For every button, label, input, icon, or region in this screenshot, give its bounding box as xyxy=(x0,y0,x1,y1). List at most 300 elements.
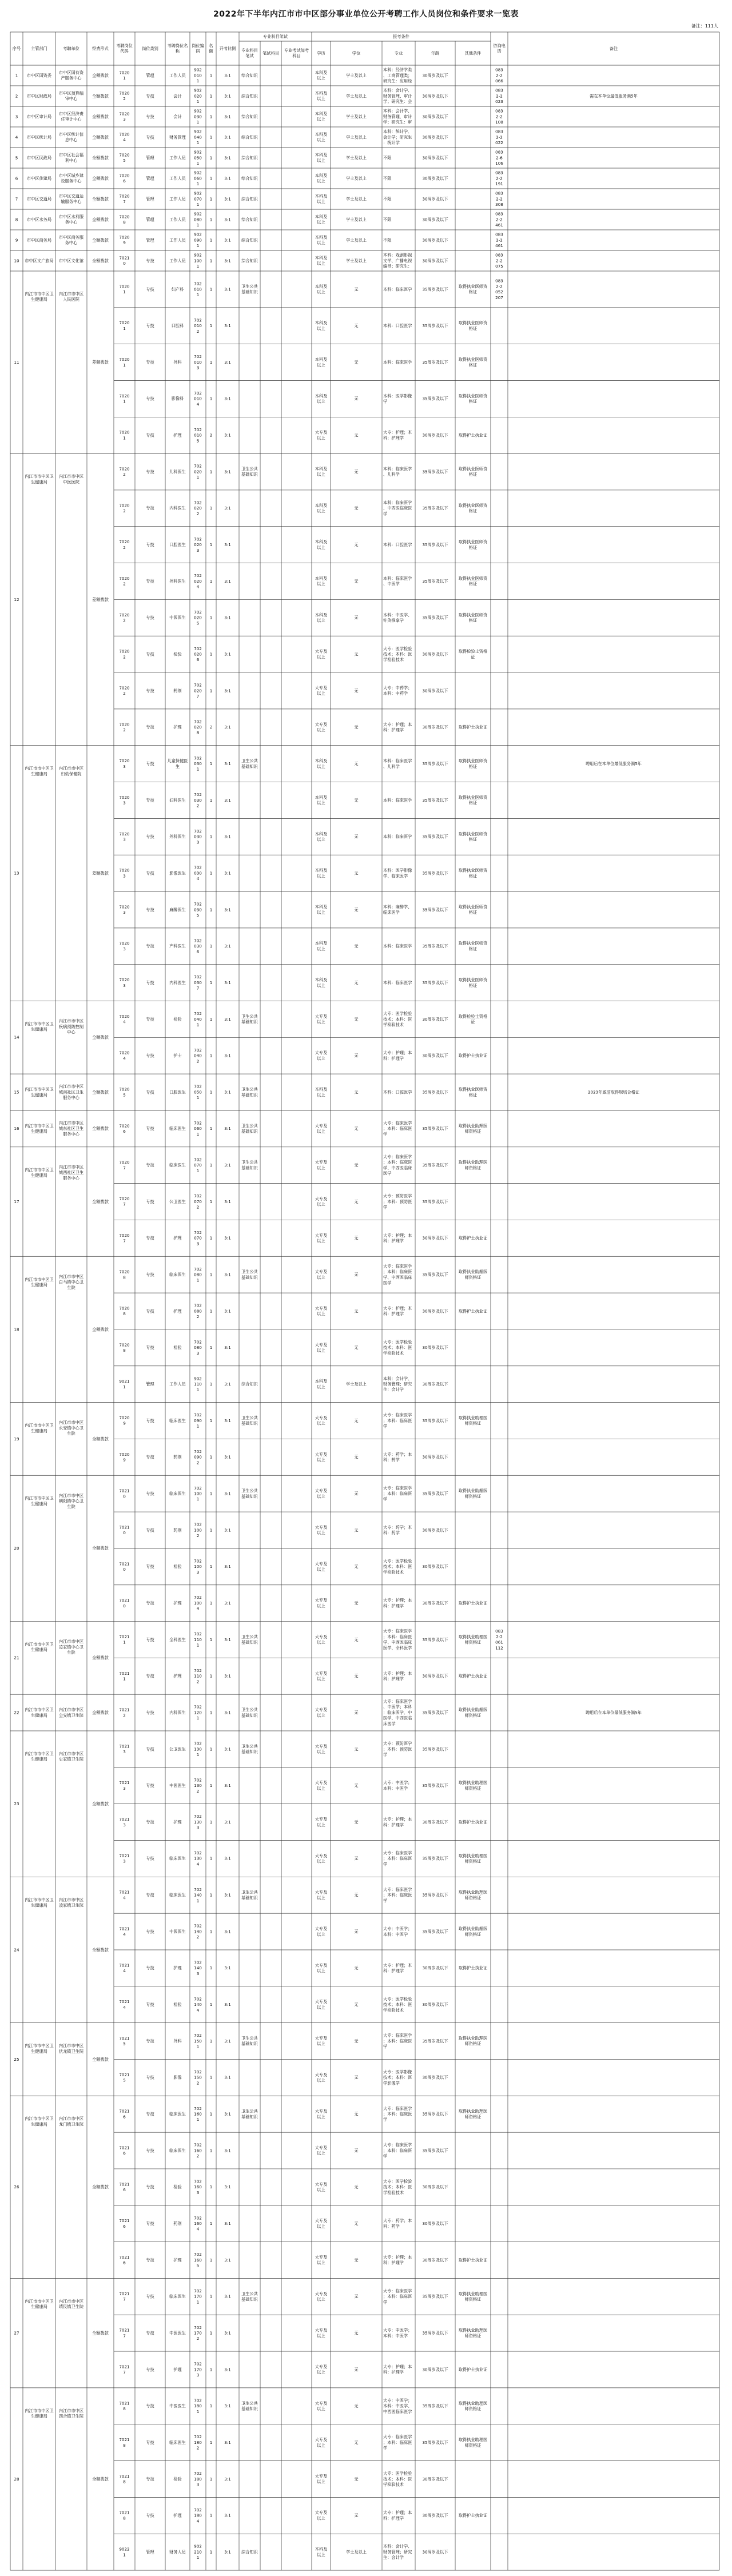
post-number: 902 090 1 xyxy=(194,232,202,249)
degree: 无 xyxy=(354,469,359,475)
degree: 无 xyxy=(354,1272,359,1277)
major: 本科：会计学、财务管理、审计学；研究生：会 xyxy=(383,87,412,105)
post-code: 7020 4 xyxy=(119,132,130,143)
contact-phone: 083 2-2 308 xyxy=(495,190,503,208)
exam-ratio: 3:1 xyxy=(224,1710,231,1715)
degree: 无 xyxy=(354,1673,359,1679)
major: 大专：中医学；本科：中医学 xyxy=(383,1780,412,1791)
post-number: 702 080 1 xyxy=(194,1266,202,1283)
row-seq: 3 xyxy=(15,114,18,120)
age-limit: 30周岁及以下 xyxy=(422,724,448,730)
post-category: 专技 xyxy=(146,797,154,803)
post-count: 1 xyxy=(209,1454,213,1460)
age-limit: 35周岁及以下 xyxy=(422,396,448,401)
major: 本科：临床医学、儿科学 xyxy=(383,758,412,769)
employer-unit: 内江市市中区人民医院 xyxy=(58,291,84,302)
education: 本科及以上 xyxy=(315,794,328,806)
exam-subject: 卫生公共基础知识 xyxy=(241,1013,258,1025)
row-seq: 8 xyxy=(15,217,18,222)
row-seq: 9 xyxy=(15,237,18,243)
post-number: 702 030 1 xyxy=(194,755,202,772)
age-limit: 35周岁及以下 xyxy=(422,2403,448,2409)
post-number: 702 160 3 xyxy=(194,2179,202,2195)
other-condition: 取得护士执业证 xyxy=(458,432,488,438)
major: 大专：临床医学；本科：临床医学 xyxy=(383,1850,412,1867)
exam-ratio: 3:1 xyxy=(224,1856,231,1861)
row-seq: 21 xyxy=(14,1655,19,1661)
post-name: 护理 xyxy=(173,1600,182,1606)
degree: 无 xyxy=(354,1016,359,1022)
education: 大专及以上 xyxy=(315,1634,328,1645)
degree: 无 xyxy=(354,1162,359,1168)
employer-unit: 内江市市中区龙门镇卫生院 xyxy=(58,2116,84,2127)
other-condition: 取得执业助理医师资格证 xyxy=(458,2036,488,2047)
degree: 无 xyxy=(354,1491,359,1496)
exam-subject: 卫生公共基础知识 xyxy=(241,1743,258,1755)
age-limit: 35周岁及以下 xyxy=(422,542,448,548)
major: 本科：口腔医学 xyxy=(383,323,412,329)
header-exam: 专业科目笔试 xyxy=(241,47,258,59)
post-number: 702 030 3 xyxy=(194,828,202,845)
exam-ratio: 3:1 xyxy=(224,134,231,140)
age-limit: 30周岁及以下 xyxy=(422,155,448,161)
education: 本科及以上 xyxy=(315,2546,328,2558)
education: 本科及以上 xyxy=(315,152,328,164)
other-condition: 取得执业医师资格证 xyxy=(458,794,488,806)
post-name: 全科医生 xyxy=(169,1637,186,1642)
other-condition: 取得执业助理医师资格证 xyxy=(458,1780,488,1791)
post-name: 口腔医生 xyxy=(169,542,186,548)
row-seq: 26 xyxy=(14,2184,19,2190)
post-count: 1 xyxy=(209,1235,213,1241)
age-limit: 30周岁及以下 xyxy=(422,1381,448,1387)
exam-subject: 综合知识 xyxy=(241,155,258,161)
post-name: 中医医生 xyxy=(169,2330,186,2336)
exam-subject: 综合知识 xyxy=(241,73,258,78)
post-number: 902 060 1 xyxy=(194,170,202,187)
degree: 无 xyxy=(354,1126,359,1132)
post-count: 1 xyxy=(209,2075,213,2080)
post-count: 1 xyxy=(209,93,213,99)
contact-phone: 083 2-2 461 xyxy=(495,232,503,249)
header-exam-extra2: 专业考试加考科目 xyxy=(284,47,309,59)
degree: 无 xyxy=(354,2184,359,2190)
other-condition: 取得护士执业证 xyxy=(458,1600,488,1606)
employer-unit: 内江市市中区朝阳镇中心卫生院 xyxy=(58,1492,84,1510)
funding-type: 全额拨款 xyxy=(92,93,109,99)
exam-subject: 综合知识 xyxy=(241,217,258,222)
post-name: 临床医生 xyxy=(169,1418,186,1423)
post-count: 1 xyxy=(209,1126,213,1132)
other-condition: 取得执业助理医师资格证 xyxy=(458,1889,488,1901)
major: 大专：临床医学；本科：临床医学 xyxy=(383,1886,412,1904)
post-code: 7021 0 xyxy=(119,1488,130,1499)
major: 大专：药学；本科：药学 xyxy=(383,2218,412,2229)
contact-phone: 083 2-2 075 xyxy=(495,252,503,269)
degree: 无 xyxy=(354,870,359,876)
other-condition: 取得执业医师资格证 xyxy=(458,904,488,915)
exam-ratio: 3:1 xyxy=(224,1564,231,1570)
post-count: 1 xyxy=(209,2403,213,2409)
other-condition: 取得执业医师资格证 xyxy=(458,393,488,404)
contact-phone: 083 2-6 106 xyxy=(495,149,503,166)
post-count: 1 xyxy=(209,176,213,181)
other-condition: 取得执业医师资格证 xyxy=(458,503,488,514)
degree: 无 xyxy=(354,1892,359,1898)
post-number: 702 140 3 xyxy=(194,1960,202,1976)
post-category: 专技 xyxy=(146,651,154,657)
post-category: 专技 xyxy=(146,1965,154,1971)
post-count: 1 xyxy=(209,286,213,292)
post-category: 专技 xyxy=(146,542,154,548)
degree: 无 xyxy=(354,980,359,985)
major: 大专：医学检验技术；本科：医学检验技术 xyxy=(383,646,412,663)
row-seq: 20 xyxy=(14,1546,19,1551)
age-limit: 35周岁及以下 xyxy=(422,578,448,584)
age-limit: 35周岁及以下 xyxy=(422,2294,448,2299)
post-count: 1 xyxy=(209,761,213,766)
post-number: 702 180 1 xyxy=(194,2398,202,2414)
other-condition: 取得执业助理医师资格证 xyxy=(458,1634,488,1645)
degree: 无 xyxy=(354,286,359,292)
row-seq: 22 xyxy=(14,1710,19,1715)
post-category: 专技 xyxy=(146,1126,154,1132)
degree: 学士及以上 xyxy=(346,196,367,202)
degree: 学士及以上 xyxy=(346,155,367,161)
row-seq: 16 xyxy=(14,1126,19,1132)
major: 本科：会计学、财务管理、审计学；研究生：审 xyxy=(383,108,412,125)
post-count: 1 xyxy=(209,1308,213,1314)
other-condition: 取得执业助理医师资格证 xyxy=(458,2291,488,2302)
education: 大专及以上 xyxy=(315,2108,328,2120)
post-number: 702 140 4 xyxy=(194,1996,202,2013)
post-category: 专技 xyxy=(146,2513,154,2518)
exam-subject: 卫生公共基础知识 xyxy=(241,2036,258,2047)
degree: 无 xyxy=(354,651,359,657)
education: 本科及以上 xyxy=(315,466,328,477)
funding-type: 全额拨款 xyxy=(92,258,109,264)
age-limit: 30周岁及以下 xyxy=(422,114,448,120)
post-name: 检验 xyxy=(173,651,182,657)
page-title: 2022年下半年内江市市中区部分事业单位公开考聘工作人员岗位和条件要求一览表 xyxy=(213,10,519,19)
age-limit: 30周岁及以下 xyxy=(422,217,448,222)
remark: 需在本单位最低服务满5年 xyxy=(590,93,638,99)
major: 不限 xyxy=(383,155,392,161)
post-name: 护理 xyxy=(173,1819,182,1825)
post-number: 702 100 3 xyxy=(194,1558,202,1575)
post-number: 702 020 4 xyxy=(194,573,202,590)
post-count: 1 xyxy=(209,469,213,475)
education: 本科及以上 xyxy=(315,503,328,514)
post-category: 专技 xyxy=(146,1089,154,1095)
post-count: 1 xyxy=(209,1527,213,1533)
major: 大专：临床医学；本科：临床医学 xyxy=(383,1120,412,1137)
post-code: 7020 8 xyxy=(119,1269,130,1280)
post-count: 1 xyxy=(209,1053,213,1058)
post-code: 7020 6 xyxy=(119,173,130,184)
education: 大专及以上 xyxy=(315,1160,328,1170)
post-number: 902 070 1 xyxy=(194,190,202,208)
post-category: 专技 xyxy=(146,396,154,401)
post-code: 7020 3 xyxy=(119,941,130,951)
age-limit: 30周岁及以下 xyxy=(422,1600,448,1606)
row-seq: 13 xyxy=(14,870,19,876)
degree: 无 xyxy=(354,2038,359,2044)
post-name: 护理 xyxy=(173,1235,182,1241)
major: 大专：临床医学；本科：临床医学 xyxy=(383,2142,412,2159)
exam-subject: 综合知识 xyxy=(241,237,258,243)
other-condition: 取得检验士资格证 xyxy=(458,1013,488,1025)
employer-unit: 内江市市中区四合镇卫生院 xyxy=(58,2408,84,2419)
post-name: 临床医生 xyxy=(169,1272,186,1277)
funding-type: 全额拨款 xyxy=(92,1710,109,1715)
post-count: 1 xyxy=(209,2111,213,2117)
row-seq: 17 xyxy=(14,1199,19,1204)
education: 大专及以上 xyxy=(315,1123,328,1134)
post-category: 专技 xyxy=(146,1637,154,1642)
age-limit: 35周岁及以下 xyxy=(422,2439,448,2445)
exam-subject: 卫生公共基础知识 xyxy=(241,284,258,295)
major: 大专：护理；本科：护理学 xyxy=(383,1598,412,1608)
post-count: 1 xyxy=(209,2257,213,2263)
post-name: 临床医生 xyxy=(169,1162,186,1168)
exam-ratio: 3:1 xyxy=(224,1162,231,1168)
post-code: 7020 5 xyxy=(119,1086,130,1098)
age-limit: 35周岁及以下 xyxy=(422,615,448,620)
other-condition: 取得执业医师资格证 xyxy=(458,867,488,879)
remark: 聘用后在本单位最低服务满5年 xyxy=(585,761,642,766)
post-code: 7021 5 xyxy=(119,2072,130,2083)
post-category: 专技 xyxy=(146,1053,154,1058)
post-code: 7020 3 xyxy=(119,794,130,806)
post-code: 7021 5 xyxy=(119,2036,130,2047)
degree: 无 xyxy=(354,2403,359,2409)
post-name: 中医医生 xyxy=(169,615,186,620)
post-count: 1 xyxy=(209,73,213,78)
other-condition: 取得执业助理医师资格证 xyxy=(458,1269,488,1280)
department: 市中区审计局 xyxy=(26,114,52,120)
degree: 无 xyxy=(354,542,359,548)
major: 本科：医学影像学 xyxy=(383,393,412,404)
post-category: 专技 xyxy=(146,2330,154,2336)
post-code: 7020 1 xyxy=(119,393,130,404)
post-count: 1 xyxy=(209,217,213,222)
age-limit: 30周岁及以下 xyxy=(422,2257,448,2263)
major: 大专：医学检验技术；本科：医学检验技术 xyxy=(383,1996,412,2013)
major: 本科：麻醉学、临床医学 xyxy=(383,904,412,915)
employer-unit: 内江市市中区靖民镇卫生院 xyxy=(58,2298,84,2310)
post-number: 702 100 4 xyxy=(194,1595,202,1611)
post-category: 专技 xyxy=(146,1600,154,1606)
other-condition: 取得护士执业证 xyxy=(458,1965,488,1971)
education: 大专及以上 xyxy=(315,648,328,660)
post-number: 702 080 2 xyxy=(194,1303,202,1320)
degree: 无 xyxy=(354,2002,359,2008)
post-count: 1 xyxy=(209,1746,213,1752)
department: 市中区商务局 xyxy=(26,237,52,243)
age-limit: 30周岁及以下 xyxy=(422,2220,448,2226)
degree: 无 xyxy=(354,2294,359,2299)
exam-ratio: 3:1 xyxy=(224,1637,231,1642)
post-count: 1 xyxy=(209,1345,213,1351)
education: 大专及以上 xyxy=(315,2181,328,2193)
education: 本科及以上 xyxy=(315,758,328,769)
exam-ratio: 3:1 xyxy=(224,469,231,475)
post-name: 儿童保健医生 xyxy=(167,758,188,769)
exam-subject: 综合知识 xyxy=(241,134,258,140)
row-seq: 25 xyxy=(14,2056,19,2062)
department: 内江市市中区卫生健康局 xyxy=(25,2298,54,2310)
post-number: 702 040 2 xyxy=(194,1047,202,1064)
education: 大专及以上 xyxy=(315,2254,328,2266)
post-count: 1 xyxy=(209,1016,213,1022)
post-code: 7021 4 xyxy=(119,1926,130,1937)
employer-unit: 市中区统计信息中心 xyxy=(58,132,84,143)
employer-unit: 内江市市中区全安镇卫生院 xyxy=(58,1707,84,1718)
post-code: 7021 3 xyxy=(119,1853,130,1864)
age-limit: 30周岁及以下 xyxy=(422,196,448,202)
post-number: 702 160 4 xyxy=(194,2215,202,2232)
post-number: 902 080 1 xyxy=(194,211,202,228)
post-count: 1 xyxy=(209,2439,213,2445)
post-number: 702 040 1 xyxy=(194,1011,202,1028)
post-name: 口腔科 xyxy=(171,323,184,329)
major: 大专：护理；本科：护理学 xyxy=(383,1817,412,1828)
employer-unit: 内江市市中区史家镇卫生院 xyxy=(58,1751,84,1762)
degree: 学士及以上 xyxy=(346,258,367,264)
post-code: 7021 6 xyxy=(119,2218,130,2229)
education: 大专及以上 xyxy=(315,1780,328,1791)
degree: 无 xyxy=(354,2476,359,2482)
header-postName: 考聘岗位名称 xyxy=(167,43,188,54)
other-condition: 取得执业助理医师资格证 xyxy=(458,2327,488,2339)
exam-subject: 卫生公共基础知识 xyxy=(241,1488,258,1499)
other-condition: 取得护士执业证 xyxy=(458,2257,488,2263)
post-category: 专技 xyxy=(146,1564,154,1570)
exam-ratio: 3:1 xyxy=(224,155,231,161)
post-code: 9021 1 xyxy=(119,1379,130,1389)
post-category: 专技 xyxy=(146,359,154,365)
table-note: 备注：111人 xyxy=(691,23,718,29)
education: 本科及以上 xyxy=(315,90,328,102)
education: 大专及以上 xyxy=(315,1743,328,1755)
exam-subject: 综合知识 xyxy=(241,1381,258,1387)
row-seq: 7 xyxy=(15,196,18,202)
degree: 无 xyxy=(354,1053,359,1058)
post-name: 内科医生 xyxy=(169,505,186,511)
department: 内江市市中区卫生健康局 xyxy=(25,1897,54,1908)
post-code: 7020 3 xyxy=(119,831,130,842)
header-other: 其他条件 xyxy=(464,50,482,56)
post-category: 专技 xyxy=(146,870,154,876)
education: 大专及以上 xyxy=(315,1305,328,1317)
post-category: 专技 xyxy=(146,1856,154,1861)
employer-unit: 市中区预算编审中心 xyxy=(58,90,84,102)
education: 本科及以上 xyxy=(315,70,328,81)
education: 大专及以上 xyxy=(315,1817,328,1828)
age-limit: 30周岁及以下 xyxy=(422,1564,448,1570)
post-number: 702 030 7 xyxy=(194,974,202,991)
major: 大专：护理；本科：护理学 xyxy=(383,722,412,733)
education: 大专及以上 xyxy=(315,2327,328,2339)
exam-subject: 卫生公共基础知识 xyxy=(241,1707,258,1718)
department: 内江市市中区卫生健康局 xyxy=(25,1167,54,1178)
exam-ratio: 3:1 xyxy=(224,2038,231,2044)
post-category: 专技 xyxy=(146,615,154,620)
post-name: 护士 xyxy=(173,1053,182,1058)
age-limit: 30周岁及以下 xyxy=(422,2184,448,2190)
other-condition: 取得执业助理医师资格证 xyxy=(458,1160,488,1170)
exam-ratio: 3:1 xyxy=(224,1199,231,1204)
exam-ratio: 3:1 xyxy=(224,286,231,292)
post-name: 儿科医生 xyxy=(169,469,186,475)
exam-ratio: 3:1 xyxy=(224,2549,231,2555)
employer-unit: 市中区交通运输服务中心 xyxy=(58,193,84,205)
post-category: 专技 xyxy=(146,2220,154,2226)
post-code: 7020 9 xyxy=(119,1415,130,1426)
other-condition: 取得执业医师资格证 xyxy=(458,466,488,477)
funding-type: 全额拨款 xyxy=(92,1801,109,1807)
funding-type: 差额拨款 xyxy=(92,870,109,876)
exam-ratio: 3:1 xyxy=(224,2439,231,2445)
post-name: 工作人员 xyxy=(169,258,186,264)
exam-ratio: 3:1 xyxy=(224,688,231,694)
post-count: 1 xyxy=(209,2549,213,2555)
major: 大专：临床医学；本科：临床医学 xyxy=(383,2033,412,2049)
post-number: 902 050 1 xyxy=(194,149,202,166)
post-number: 902 100 1 xyxy=(194,252,202,269)
other-condition: 取得执业助理医师资格证 xyxy=(458,2437,488,2448)
post-code: 7020 8 xyxy=(119,1305,130,1317)
exam-subject: 卫生公共基础知识 xyxy=(241,1086,258,1098)
education: 本科及以上 xyxy=(315,1379,328,1389)
other-condition: 取得执业助理医师资格证 xyxy=(458,1488,488,1499)
major: 本科：临床医学、儿科学 xyxy=(383,466,412,477)
degree: 无 xyxy=(354,943,359,949)
post-count: 1 xyxy=(209,396,213,401)
exam-ratio: 3:1 xyxy=(224,1600,231,1606)
major: 不限 xyxy=(383,196,392,202)
post-code: 7020 3 xyxy=(119,758,130,769)
post-category: 专技 xyxy=(146,724,154,730)
education: 本科及以上 xyxy=(315,1086,328,1098)
post-number: 702 110 1 xyxy=(194,1631,202,1648)
department: 市中区交通局 xyxy=(26,196,52,202)
post-category: 专技 xyxy=(146,2294,154,2299)
department: 内江市市中区卫生健康局 xyxy=(25,2116,54,2127)
major: 大专：临床医学；本科：临床医学 xyxy=(383,2105,412,2123)
post-code: 7020 2 xyxy=(119,648,130,660)
degree: 无 xyxy=(354,323,359,329)
post-number: 702 010 3 xyxy=(194,354,202,371)
funding-type: 全额拨款 xyxy=(92,1947,109,1953)
post-count: 1 xyxy=(209,2184,213,2190)
post-category: 专技 xyxy=(146,1491,154,1496)
department: 内江市市中区卫生健康局 xyxy=(25,1495,54,1507)
exam-ratio: 3:1 xyxy=(224,2476,231,2482)
employer-unit: 内江市市中区凌家镇中心卫生院 xyxy=(58,1639,84,1655)
education: 大专及以上 xyxy=(315,2145,328,2156)
post-count: 1 xyxy=(209,1637,213,1642)
education: 本科及以上 xyxy=(315,214,328,225)
post-count: 2 xyxy=(209,432,213,438)
post-name: 检验 xyxy=(173,2476,182,2482)
post-code: 7021 6 xyxy=(119,2108,130,2120)
post-category: 专技 xyxy=(146,2257,154,2263)
age-limit: 35周岁及以下 xyxy=(422,1272,448,1277)
department: 内江市市中区卫生健康局 xyxy=(25,1086,54,1098)
other-condition: 取得执业助理医师资格证 xyxy=(458,1926,488,1937)
